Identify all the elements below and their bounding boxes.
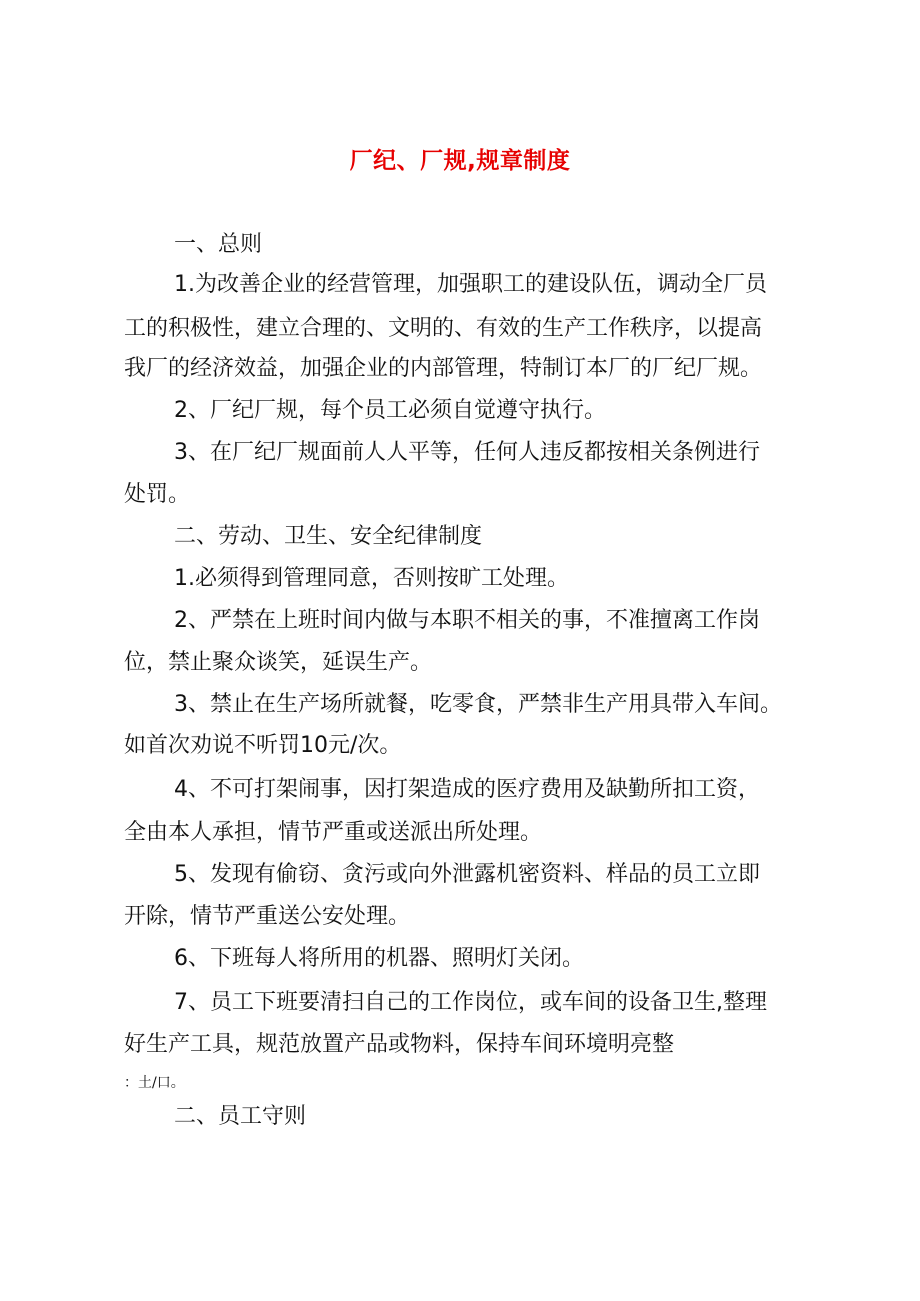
section-heading-general: 一、总则 [174, 232, 263, 257]
paragraph-line: 7、员工下班要清扫自己的工作岗位，或车间的设备卫生,整理 [174, 990, 767, 1015]
paragraph-line: 5、发现有偷窃、贪污或向外泄露机密资料、样品的员工立即 [174, 862, 760, 887]
document-title: 厂纪、厂规,规章制度 [349, 148, 571, 174]
paragraph-line: 全由本人承担，情节严重或送派出所处理。 [124, 820, 543, 845]
paragraph-line: 1.必须得到管理同意，否则按旷工处理。 [174, 566, 569, 591]
paragraph-line: 3、在厂纪厂规面前人人平等，任何人违反都按相关条例进行 [174, 440, 760, 465]
section-heading-employee-rules: 二、员工守则 [174, 1104, 307, 1129]
paragraph-line: 4、不可打架闹事，因打架造成的医疗费用及缺勤所扣工资， [174, 777, 760, 802]
paragraph-line: 好生产工具，规范放置产品或物料，保持车间环境明亮整 [124, 1032, 675, 1057]
paragraph-fragment: ：土/口。 [124, 1075, 185, 1091]
paragraph-line: 6、下班每人将所用的机器、照明灯关闭。 [174, 946, 584, 971]
paragraph-line: 位，禁止聚众谈笑，延误生产。 [124, 650, 433, 675]
paragraph-line: 工的积极性，建立合理的、文明的、有效的生产工作秩序，以提高 [124, 316, 763, 341]
paragraph-line: 如首次劝说不听罚10元/次。 [124, 733, 402, 758]
section-heading-labor: 二、劳动、卫生、安全纪律制度 [174, 524, 483, 549]
paragraph-line: 我厂的经济效益，加强企业的内部管理，特制订本厂的厂纪厂规。 [124, 356, 763, 381]
paragraph-line: 开除，情节严重送公安处理。 [124, 904, 411, 929]
paragraph-line: 处罚。 [124, 482, 191, 507]
paragraph-line: 2、严禁在上班时间内做与本职不相关的事，不准擅离工作岗 [174, 608, 760, 633]
paragraph-line: 1.为改善企业的经营管理，加强职工的建设队伍，调动全厂员 [174, 272, 767, 297]
paragraph-line: 3、禁止在生产场所就餐，吃零食，严禁非生产用具带入车间。 [174, 692, 782, 717]
paragraph-line: 2、厂纪厂规，每个员工必须自觉遵守执行。 [174, 398, 606, 423]
